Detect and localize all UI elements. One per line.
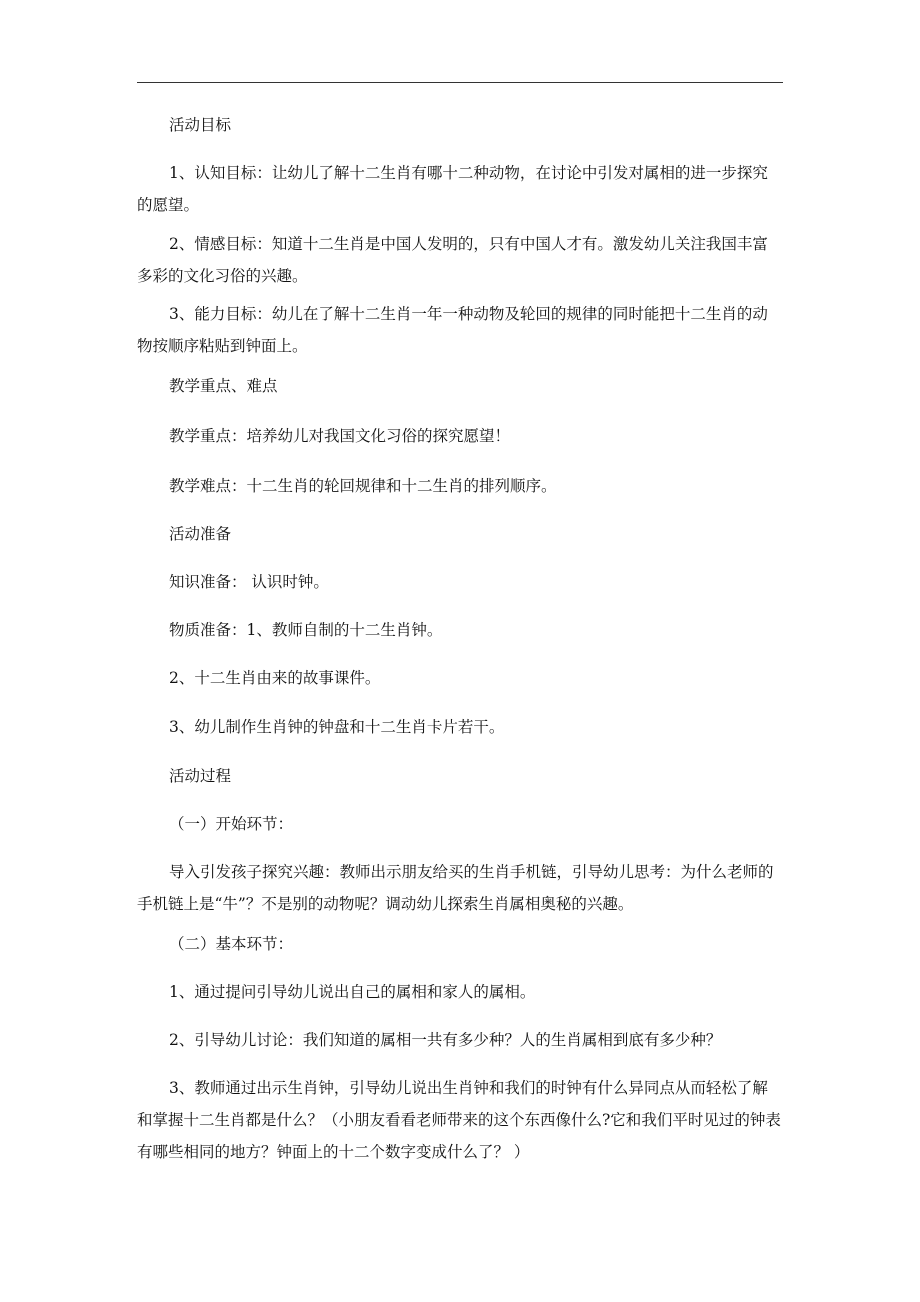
paragraph-introduction: 导入引发孩子探究兴趣：教师出示朋友给买的生肖手机链，引导幼儿思考：为什么老师的手机链上是“牛”？不是别的动物呢？调动幼儿探索生肖属相奥秘的兴趣。 [137, 863, 774, 913]
heading-key-points: 教学重点、难点 [169, 377, 278, 395]
heading-opening-section: （一）开始环节： [169, 815, 294, 833]
header-rule [137, 82, 783, 83]
paragraph-material-item-2: 2、十二生肖由来的故事课件。 [169, 669, 381, 687]
paragraph-cognitive-goal: 1、认知目标：让幼儿了解十二生肖有哪十二种动物，在讨论中引发对属相的进一步探究的愿望。 [137, 164, 768, 214]
paragraph-emotional-goal: 2、情感目标：知道十二生肖是中国人发明的，只有中国人才有。激发幼儿关注我国丰富多彩的文化习俗的兴趣。 [137, 235, 768, 285]
heading-activity-process: 活动过程 [169, 767, 232, 785]
paragraph-teaching-focus: 教学重点：培养幼儿对我国文化习俗的探究愿望！ [169, 427, 511, 445]
paragraph-material-preparation: 物质准备：1、教师自制的十二生肖钟。 [169, 621, 443, 639]
paragraph-material-item-3: 3、幼儿制作生肖钟的钟盘和十二生肖卡片若干。 [169, 718, 505, 736]
heading-activity-preparation: 活动准备 [169, 525, 232, 543]
heading-activity-goals: 活动目标 [169, 116, 232, 134]
paragraph-teaching-difficulty: 教学难点：十二生肖的轮回规律和十二生肖的排列顺序。 [169, 477, 557, 495]
paragraph-ability-goal: 3、能力目标：幼儿在了解十二生肖一年一种动物及轮回的规律的同时能把十二生肖的动物按顺序粘贴到钟面上。 [137, 305, 768, 355]
paragraph-basic-step-1: 1、通过提问引导幼儿说出自己的属相和家人的属相。 [169, 983, 536, 1001]
paragraph-knowledge-preparation: 知识准备： 认识时钟。 [169, 573, 329, 591]
paragraph-basic-step-3: 3、教师通过出示生肖钟，引导幼儿说出生肖钟和我们的时钟有什么异同点从而轻松了解和掌握十二生肖都是什么？（小朋友看看老师带来的这个东西像什么?它和我们平时见过的钟表有哪些相同的地方？钟面上的十二个数字变成什么了？ ） [137, 1079, 781, 1161]
heading-basic-section: （二）基本环节： [169, 935, 294, 953]
paragraph-basic-step-2: 2、引导幼儿讨论：我们知道的属相一共有多少种？人的生肖属相到底有多少种？ [169, 1031, 722, 1049]
